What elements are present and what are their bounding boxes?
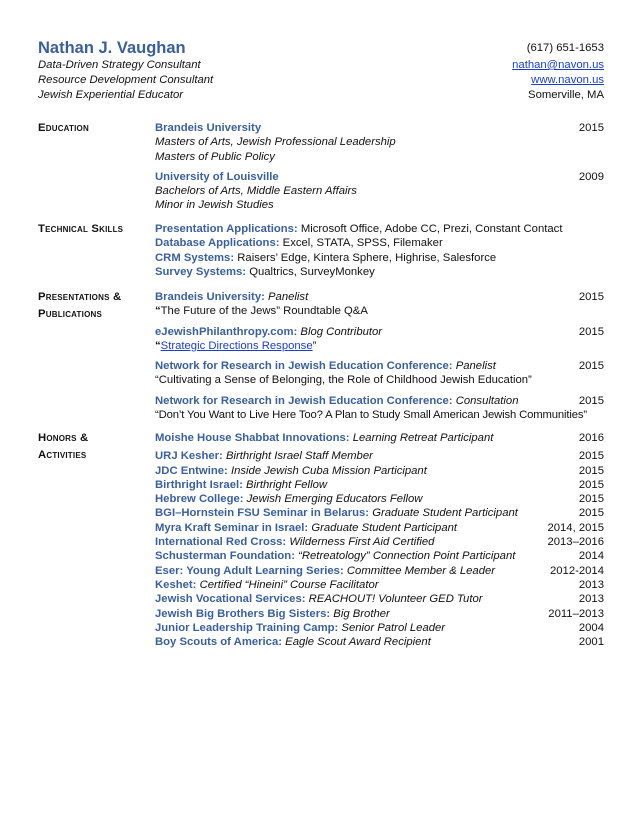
section-title-skills: Technical Skills [38, 223, 124, 235]
org-name: International Red Cross: [155, 536, 287, 549]
year: 2015 [578, 360, 604, 373]
role: Wilderness First Aid Certified [286, 536, 435, 549]
section-title-line: Activities [38, 449, 87, 461]
degree: Bachelors of Arts, Middle Eastern Affairs [155, 185, 357, 198]
location: Somerville, MA [528, 89, 604, 101]
article-link[interactable]: Strategic Directions Response [160, 339, 313, 352]
year: 2016 [578, 432, 604, 444]
title-line-3: Jewish Experiential Educator [38, 89, 184, 101]
skill-label: CRM Systems: [155, 251, 235, 264]
role: Birthright Israel Staff Member [222, 450, 373, 463]
presentation-entry [155, 359, 604, 388]
year: 2014 [578, 550, 604, 563]
section-title-line: Honors & [38, 432, 89, 444]
role: Graduate Student Participant [369, 507, 518, 520]
skill-label: Database Applications: [155, 237, 280, 250]
presentation-detail: “Cultivating a Sense of Belonging, the Role of Childhood Jewish Education” [155, 374, 532, 387]
role: REACHOUT! Volunteer GED Tutor [305, 593, 483, 606]
org-name: Network for Research in Jewish Education Conference: [155, 360, 453, 373]
role: Committee Member & Leader [343, 564, 496, 577]
org-name: BGI–Hornstein FSU Seminar in Belarus: [155, 507, 370, 520]
honor-row [155, 635, 604, 649]
year: 2015 [578, 122, 604, 134]
honor-row [155, 506, 604, 520]
honor-row [155, 492, 604, 506]
year: 2015 [578, 493, 604, 506]
degree: Masters of Public Policy [155, 150, 275, 163]
skill-row [155, 251, 604, 265]
year: 2014, 2015 [547, 521, 604, 534]
role: Panelist [264, 291, 309, 303]
presentation-entry [155, 394, 604, 423]
org-name: Schusterman Foundation: [155, 550, 295, 563]
role: Consultation [452, 394, 519, 407]
section-title-honors [38, 430, 158, 464]
year: 2015 [578, 325, 604, 338]
year: 2012-2014 [549, 564, 604, 577]
year: 2013 [578, 578, 604, 591]
title-line-2: Resource Development Consultant [38, 74, 214, 86]
skill-row [155, 222, 604, 236]
org-name: Eser: Young Adult Learning Series: [155, 564, 344, 577]
honor-row [155, 449, 604, 463]
honor-row [155, 521, 604, 535]
honor-row [155, 478, 604, 492]
org-name: Myra Kraft Seminar in Israel: [155, 521, 309, 534]
year: 2015 [578, 478, 604, 491]
skill-row [155, 265, 604, 279]
open-quote: “ [155, 339, 161, 352]
year: 2015 [578, 394, 604, 407]
role: Certified “Hineini” Course Facilitator [196, 578, 379, 591]
org-name: Jewish Vocational Services: [155, 593, 306, 606]
degree: Masters of Arts, Jewish Professional Leadership [155, 136, 396, 149]
honor-row [155, 607, 604, 621]
skill-value: Raisers’ Edge, Kintera Sphere, Highrise, Salesforce [234, 251, 497, 264]
section-title-line: Presentations & [38, 291, 122, 303]
role: Learning Retreat Participant [349, 432, 494, 444]
presentation-entry [155, 325, 604, 354]
org-name: eJewishPhilanthropy.com: [155, 325, 298, 338]
presentation-detail: The Future of the Jews” Roundtable Q&A [160, 305, 368, 318]
year: 2015 [578, 464, 604, 477]
email-link[interactable]: nathan@navon.us [512, 59, 604, 71]
org-name: Hebrew College: [155, 493, 244, 506]
open-quote: “ [155, 305, 161, 318]
honor-row [155, 549, 604, 563]
org-name: Keshet: [155, 578, 197, 591]
skill-row [155, 236, 604, 250]
presentation-detail: “Don’t You Want to Live Here Too? A Plan to Study Small American Jewish Communities” [155, 409, 587, 422]
school-name: Brandeis University [155, 122, 262, 134]
year: 2004 [578, 621, 604, 634]
skill-label: Survey Systems: [155, 265, 247, 278]
honor-row [155, 592, 604, 606]
skill-value: Qualtrics, SurveyMonkey [246, 265, 375, 278]
role: Birthright Fellow [242, 478, 328, 491]
org-name: Boy Scouts of America: [155, 636, 283, 649]
year: 2001 [578, 636, 604, 649]
honor-row [155, 564, 604, 578]
org-name: JDC Entwine: [155, 464, 228, 477]
role: Eagle Scout Award Recipient [282, 636, 431, 649]
year: 2009 [578, 170, 604, 183]
education-entry [155, 170, 604, 213]
year: 2015 [578, 291, 604, 303]
section-title-line: Publications [38, 308, 103, 320]
honor-row [155, 578, 604, 592]
role: Jewish Emerging Educators Fellow [243, 493, 423, 506]
role: Big Brother [330, 607, 390, 620]
role: Inside Jewish Cuba Mission Participant [227, 464, 427, 477]
org-name: Moishe House Shabbat Innovations: [155, 432, 350, 444]
skill-label: Presentation Applications: [155, 223, 298, 235]
honor-row [155, 464, 604, 478]
year: 2013 [578, 593, 604, 606]
role: “Retreatology” Connection Point Participant [294, 550, 516, 563]
skill-value: Microsoft Office, Adobe CC, Prezi, Constant Contact [297, 223, 563, 235]
title-line-1: Data-Driven Strategy Consultant [38, 59, 201, 71]
role: Senior Patrol Leader [338, 621, 446, 634]
org-name: Network for Research in Jewish Education Conference: [155, 394, 453, 407]
org-name: URJ Kesher: [155, 450, 223, 463]
candidate-name: Nathan J. Vaughan [38, 39, 186, 57]
honor-row [155, 431, 604, 445]
section-title-presentations [38, 289, 158, 323]
website-link[interactable]: www.navon.us [531, 74, 604, 86]
org-name: Junior Leadership Training Camp: [155, 621, 339, 634]
honor-row [155, 621, 604, 635]
degree: Minor in Jewish Studies [155, 199, 274, 212]
org-name: Birthright Israel: [155, 478, 243, 491]
resume-header [38, 38, 604, 103]
role: Panelist [452, 360, 496, 373]
year: 2015 [578, 450, 604, 463]
presentation-entry [155, 290, 604, 319]
honor-row [155, 535, 604, 549]
section-title-education: Education [38, 122, 89, 134]
role: Graduate Student Participant [308, 521, 458, 534]
year: 2013–2016 [547, 536, 604, 549]
org-name: Brandeis University: [155, 291, 265, 303]
year: 2011–2013 [548, 607, 604, 620]
role: Blog Contributor [297, 325, 383, 338]
school-name: University of Louisville [155, 170, 279, 183]
skill-value: Excel, STATA, SPSS, Filemaker [279, 237, 443, 250]
year: 2015 [578, 507, 604, 520]
education-entry [155, 121, 604, 164]
org-name: Jewish Big Brothers Big Sisters: [155, 607, 331, 620]
close-quote: ” [312, 339, 317, 352]
phone-number: (617) 651-1653 [526, 42, 604, 54]
